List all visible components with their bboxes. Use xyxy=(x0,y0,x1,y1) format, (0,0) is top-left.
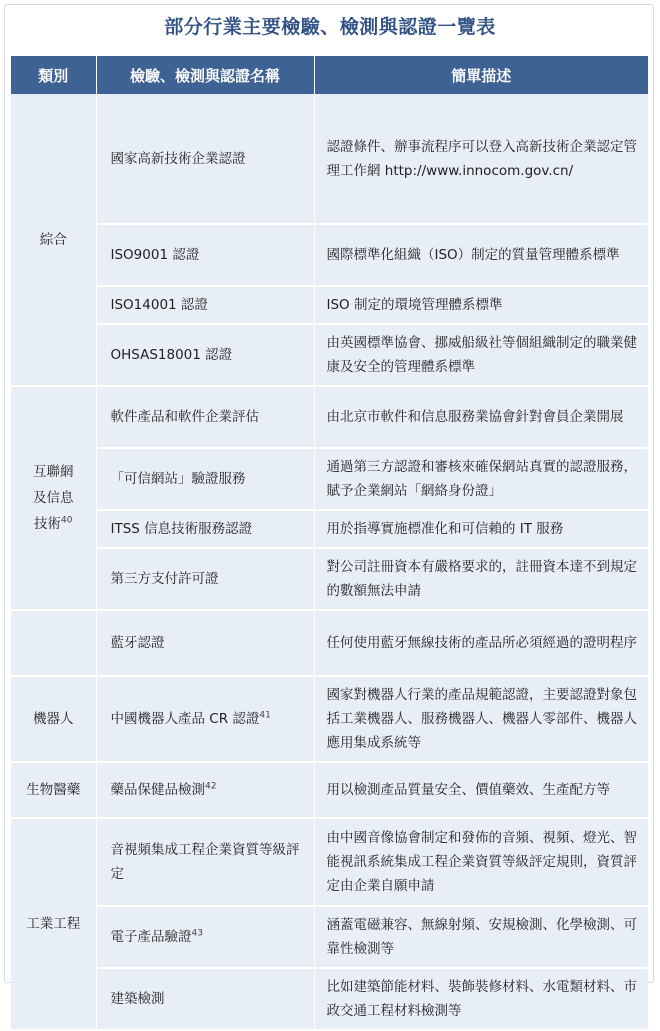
table-row xyxy=(11,968,648,1030)
row-desc: 任何使用藍牙無線技術的產品所必須經過的證明程序 xyxy=(314,610,648,676)
row-name: 音視頻集成工程企業資質等級評定 xyxy=(96,818,314,906)
row-name-text: 中國機器人產品 CR 認證 xyxy=(110,711,260,727)
row-name xyxy=(96,762,314,818)
table-row xyxy=(11,94,648,224)
category-biomed: 生物醫藥 xyxy=(11,762,96,818)
header-name: 檢驗、檢測與認證名稱 xyxy=(96,56,314,94)
category-internet-line1: 互聯網 xyxy=(33,464,74,480)
row-name: 國家高新技術企業認證 xyxy=(96,94,314,224)
table-row xyxy=(11,286,648,324)
table-row xyxy=(11,224,648,286)
header-desc: 簡單描述 xyxy=(314,56,648,94)
row-name xyxy=(96,906,314,968)
row-desc: 通過第三方認證和審核來確保網站真實的認證服務，賦予企業網站「網絡身份證」 xyxy=(314,448,648,510)
table-row xyxy=(11,610,648,676)
row-name: ITSS 信息技術服務認證 xyxy=(96,510,314,548)
row-desc: 國際標準化組織（ISO）制定的質量管理體系標準 xyxy=(314,224,648,286)
row-name-text: 藥品保健品檢測 xyxy=(110,782,205,798)
table-row xyxy=(11,906,648,968)
table-row xyxy=(11,762,648,818)
category-internet-line3: 技術 xyxy=(34,516,62,532)
category-robot: 機器人 xyxy=(11,676,96,762)
row-desc: 用於指導實施標准化和可信賴的 IT 服務 xyxy=(314,510,648,548)
row-desc: 認證條件、辦事流程序可以登入高新技術企業認定管理工作網 http://www.innocom.gov.cn/ xyxy=(314,94,648,224)
table-row xyxy=(11,510,648,548)
row-desc: 國家對機器人行業的產品規範認證，主要認證對象包括工業機器人、服務機器人、機器人零部件、機器人應用集成系統等 xyxy=(314,676,648,762)
table-row xyxy=(11,448,648,510)
category-general: 綜合 xyxy=(11,94,96,386)
row-desc: ISO 制定的環境管理體系標準 xyxy=(314,286,648,324)
row-name: 「可信網站」驗證服務 xyxy=(96,448,314,510)
footnote-ref: 41 xyxy=(259,710,271,721)
row-name: 第三方支付許可證 xyxy=(96,548,314,610)
page-title: 部分行業主要檢驗、檢測與認證一覽表 xyxy=(164,16,496,38)
row-desc: 用以檢測產品質量安全、價值藥效、生產配方等 xyxy=(314,762,648,818)
row-desc: 由英國標準協會、挪威船級社等個組織制定的職業健康及安全的管理體系標準 xyxy=(314,324,648,386)
row-desc: 對公司註冊資本有嚴格要求的，註冊資本達不到規定的數額無法申請 xyxy=(314,548,648,610)
row-name: 藍牙認證 xyxy=(96,610,314,676)
certification-table xyxy=(11,56,648,1031)
footnote-ref: 40 xyxy=(61,515,73,526)
category-empty xyxy=(11,610,96,676)
row-name xyxy=(96,676,314,762)
table-row xyxy=(11,548,648,610)
row-name-text: 電子產品驗證 xyxy=(110,929,192,945)
table-row xyxy=(11,324,648,386)
row-desc: 由中國音像協會制定和發佈的音頻、視頻、燈光、智能視訊系統集成工程企業資質等級評定規則，資質評定由企業自願申請 xyxy=(314,818,648,906)
header-category: 類別 xyxy=(11,56,96,94)
row-name: ISO14001 認證 xyxy=(96,286,314,324)
row-name: ISO9001 認證 xyxy=(96,224,314,286)
row-desc: 比如建築節能材料、裝飾裝修材料、水電類材料、市政交通工程材料檢測等 xyxy=(314,968,648,1030)
footnote-ref: 43 xyxy=(191,928,203,939)
row-name: OHSAS18001 認證 xyxy=(96,324,314,386)
table-row xyxy=(11,676,648,762)
footnote-ref: 42 xyxy=(205,781,217,792)
category-industrial: 工業工程 xyxy=(11,818,96,1030)
category-internet-line2: 及信息 xyxy=(33,490,74,506)
row-name: 建築檢測 xyxy=(96,968,314,1030)
table-header-row xyxy=(11,56,648,94)
table-row xyxy=(11,818,648,906)
category-internet xyxy=(11,386,96,610)
table-row xyxy=(11,386,648,448)
row-desc: 由北京市軟件和信息服務業協會針對會員企業開展 xyxy=(314,386,648,448)
row-name: 軟件產品和軟件企業評估 xyxy=(96,386,314,448)
row-desc: 涵蓋電磁兼容、無線射頻、安規檢測、化學檢測、可靠性檢測等 xyxy=(314,906,648,968)
